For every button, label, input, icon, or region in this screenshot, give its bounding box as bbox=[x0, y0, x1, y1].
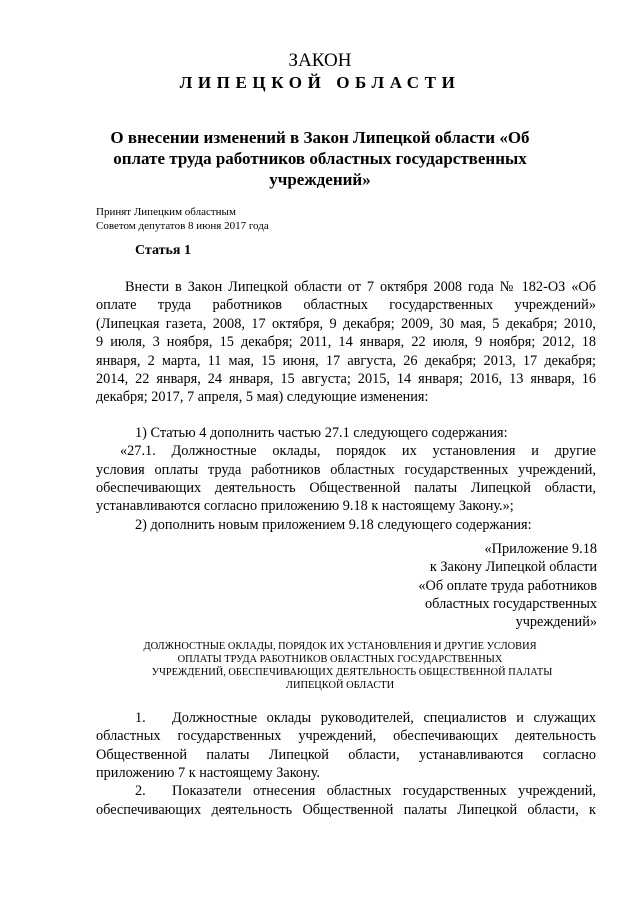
appendix-title-line: ОПЛАТЫ ТРУДА РАБОТНИКОВ ОБЛАСТНЫХ ГОСУДАРСТВЕННЫХ bbox=[177, 654, 503, 665]
appendix-title-line: ЛИПЕЦКОЙ ОБЛАСТИ bbox=[285, 680, 395, 691]
clause-line: областных государственных учреждений, обеспечивающих деятельность bbox=[96, 728, 596, 744]
clause-line: Должностные оклады руководителей, специалистов и служащих bbox=[172, 710, 596, 726]
intro-line: января, 2 марта, 11 мая, 15 июня, 17 августа, 26 декабря; 2013, 17 декабря; bbox=[96, 353, 596, 369]
appendix-ref-line: к Закону Липецкой области bbox=[429, 559, 597, 575]
intro-line: 2014, 22 января, 24 января, 15 августа; 2015, 14 января; 2016, 13 января, 16 bbox=[96, 371, 596, 387]
document-page: ЗАКОН ЛИПЕЦКОЙ ОБЛАСТИ О внесении изменений в Закон Липецкой области «Об оплате труда работников областных государственных учреждений» Принят Липецким областным Советом депутатов 8 июня 2017 года Статья 1 Внести в Закон Липецкой области от 7 октября 2008 года № 182-ОЗ «Об оплате труда работников областных государственных учреждений» (Липецкая газета, 2008, 17 октября, 9 декабря; 2009, 30 мая, 5 декабря; 2010, 9 июля, 3 ноября, 15 декабря; 2011, 14 января, 22 июля, 9 ноября; 2012, 18 января, 2 марта, 11 мая, 15 июня, 17 августа, 26 декабря; 2013, 17 декабря; 2014, 22 января, 24 января, 15 августа; 2015, 14 января; 2016, 13 января, 16 декабря; 2017, 7 апреля, 5 мая) следующие изменения: 1) Статью 4 дополнить частью 27.1 следующего содержания: «27.1. Должностные оклады, порядок их установления и другие условия оплаты труда работников областных государственных учреждений, обеспечивающих деятельность Общественной палаты Липецкой области, устанавливаются согласно приложению 9.18 к настоящему Закону.»; 2) дополнить новым приложением 9.18 следующего содержания: «Приложение 9.18 к Закону Липецкой области «Об оплате труда работников областных государственных учреждений» ДОЛЖНОСТНЫЕ ОКЛАДЫ, ПОРЯДОК ИХ УСТАНОВЛЕНИЯ И ДРУГИЕ УСЛОВИЯ ОПЛАТЫ ТРУДА РАБОТНИКОВ ОБЛАСТНЫХ ГОСУДАРСТВЕННЫХ УЧРЕЖДЕНИЙ, ОБЕСПЕЧИВАЮЩИХ ДЕЯТЕЛЬНОСТЬ ОБЩЕСТВЕННОЙ ПАЛАТЫ ЛИПЕЦКОЙ ОБЛАСТИ 1. Должностные оклады руководителей, специалистов и служащих областных государственных учреждений, обеспечивающих деятельность Общественной палаты Липецкой области, устанавливаются согласно приложению 7 к настоящему Закону. 2. Показатели отнесения областных государственных учреждений, обеспечивающих деятельность Общественной палаты Липецкой области, к bbox=[0, 0, 640, 905]
amendment-item-1: 1) Статью 4 дополнить частью 27.1 следующего содержания: bbox=[135, 425, 508, 441]
quote-line: устанавливаются согласно приложению 9.18 к настоящему Закону.»; bbox=[96, 498, 514, 514]
clause-line: обеспечивающих деятельность Общественной палаты Липецкой области, к bbox=[96, 802, 596, 818]
clause-line: Общественной палаты Липецкой области, устанавливаются согласно bbox=[96, 747, 596, 763]
quote-line: условия оплаты труда работников областных государственных учреждений, bbox=[96, 462, 596, 478]
adoption-line: Принят Липецким областным bbox=[96, 206, 236, 218]
quote-line: обеспечивающих деятельность Общественной палаты Липецкой области, bbox=[96, 480, 596, 496]
appendix-ref-line: областных государственных bbox=[425, 596, 597, 612]
law-title-line: учреждений» bbox=[269, 170, 371, 189]
law-word: ЗАКОН bbox=[288, 50, 352, 71]
intro-line: (Липецкая газета, 2008, 17 октября, 9 декабря; 2009, 30 мая, 5 декабря; 2010, bbox=[96, 316, 596, 332]
intro-line: оплате труда работников областных государственных учреждений» bbox=[96, 297, 596, 313]
clause-line: приложению 7 к настоящему Закону. bbox=[96, 765, 321, 781]
law-title-line: оплате труда работников областных государственных bbox=[113, 149, 527, 168]
clause-line: Показатели отнесения областных государственных учреждений, bbox=[172, 783, 596, 799]
law-title-line: О внесении изменений в Закон Липецкой области «Об bbox=[110, 128, 530, 147]
quote-line: «27.1. Должностные оклады, порядок их установления и другие bbox=[120, 443, 596, 459]
adoption-line: Советом депутатов 8 июня 2017 года bbox=[96, 220, 269, 232]
amendment-item-2: 2) дополнить новым приложением 9.18 следующего содержания: bbox=[135, 517, 532, 533]
appendix-title-line: ДОЛЖНОСТНЫЕ ОКЛАДЫ, ПОРЯДОК ИХ УСТАНОВЛЕНИЯ И ДРУГИЕ УСЛОВИЯ bbox=[143, 641, 537, 652]
article-heading: Статья 1 bbox=[135, 243, 191, 258]
intro-line: 9 июля, 3 ноября, 15 декабря; 2011, 14 января, 22 июля, 9 ноября; 2012, 18 bbox=[96, 334, 596, 350]
intro-line: Внести в Закон Липецкой области от 7 октября 2008 года № 182-ОЗ «Об bbox=[125, 279, 596, 295]
appendix-title-line: УЧРЕЖДЕНИЙ, ОБЕСПЕЧИВАЮЩИХ ДЕЯТЕЛЬНОСТЬ ОБЩЕСТВЕННОЙ ПАЛАТЫ bbox=[151, 667, 553, 678]
appendix-ref-line: «Об оплате труда работников bbox=[418, 578, 597, 594]
appendix-ref-line: учреждений» bbox=[515, 614, 597, 630]
region-name: ЛИПЕЦКОЙ ОБЛАСТИ bbox=[179, 73, 461, 92]
intro-line: декабря; 2017, 7 апреля, 5 мая) следующие изменения: bbox=[96, 389, 429, 405]
appendix-ref-line: «Приложение 9.18 bbox=[484, 541, 597, 557]
